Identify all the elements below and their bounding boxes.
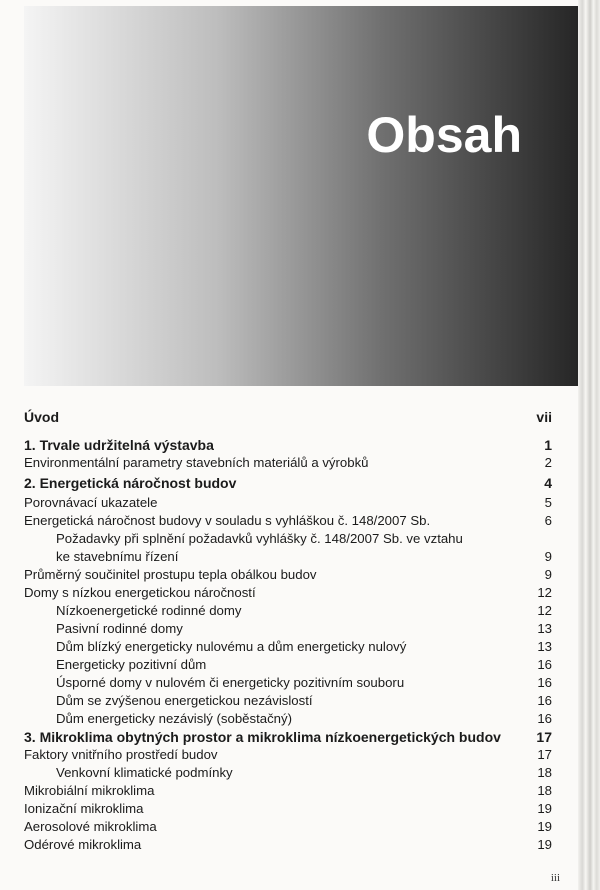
toc-entry xyxy=(24,494,552,512)
toc-entry-title: 3. Mikroklima obytných prostor a mikroklima nízkoenergetických budov xyxy=(24,729,501,745)
toc-entry xyxy=(24,530,552,548)
toc-entry-title: ke stavebnímu řízení xyxy=(56,549,179,564)
toc-entry-title: Domy s nízkou energetickou náročností xyxy=(24,585,256,600)
toc-entry-title: Dům se zvýšenou energetickou nezávislostí xyxy=(56,693,313,708)
toc-entry xyxy=(24,656,552,674)
toc-entry-page: 1 xyxy=(544,437,552,453)
toc-entry-page: 13 xyxy=(537,639,552,654)
toc-entry xyxy=(24,710,552,728)
toc-entry-page: 5 xyxy=(544,495,552,510)
toc-entry-title: Porovnávací ukazatele xyxy=(24,495,158,510)
toc-entry-title: 2. Energetická náročnost budov xyxy=(24,475,237,491)
toc-entry xyxy=(24,800,552,818)
toc-entry xyxy=(24,818,552,836)
toc-entry-title: Ionizační mikroklima xyxy=(24,801,144,816)
toc-chapter-entry xyxy=(24,436,552,454)
toc-entry-page: 16 xyxy=(537,693,552,708)
toc-entry-title: 1. Trvale udržitelná výstavba xyxy=(24,437,214,453)
toc-entry xyxy=(24,746,552,764)
toc-entry xyxy=(24,566,552,584)
toc-entry-page: 6 xyxy=(544,513,552,528)
toc-entry xyxy=(24,454,552,472)
toc-entry-title: Odérové mikroklima xyxy=(24,837,142,852)
toc-entry-title: Průměrný součinitel prostupu tepla obálkou budov xyxy=(24,567,317,582)
toc-entry-page: vii xyxy=(536,409,552,425)
toc-chapter-entry xyxy=(24,474,552,492)
toc-entry-title: Energetická náročnost budovy v souladu s vyhláškou č. 148/2007 Sb. xyxy=(24,513,431,528)
page-title: Obsah xyxy=(366,107,522,163)
toc-entry-page: 4 xyxy=(544,475,552,491)
toc-entry-title: Energeticky pozitivní dům xyxy=(56,657,207,672)
toc-entry-page: 9 xyxy=(544,549,552,564)
toc-entry-title: Úsporné domy v nulovém či energeticky pozitivním souboru xyxy=(56,675,405,690)
toc-entry xyxy=(24,674,552,692)
toc-entry-page: 2 xyxy=(544,455,552,470)
toc-entry-page: 13 xyxy=(537,621,552,636)
toc-entry-title: Nízkoenergetické rodinné domy xyxy=(56,603,242,618)
toc-entry-page: 19 xyxy=(537,837,552,852)
toc-chapter-entry xyxy=(24,408,552,426)
toc-entry xyxy=(24,692,552,710)
toc-entry xyxy=(24,764,552,782)
toc-entry xyxy=(24,512,552,530)
toc-entry-title: Faktory vnitřního prostředí budov xyxy=(24,747,218,762)
toc-entry-page: 16 xyxy=(537,675,552,690)
toc-entry xyxy=(24,638,552,656)
toc-entry-title: Požadavky při splnění požadavků vyhlášky č. 148/2007 Sb. ve vztahu xyxy=(56,531,463,546)
toc-entry-title: Dům energeticky nezávislý (soběstačný) xyxy=(56,711,293,726)
toc-entry-page: 16 xyxy=(537,657,552,672)
toc-entry xyxy=(24,602,552,620)
toc-entry-title: Venkovní klimatické podmínky xyxy=(56,765,233,780)
toc-chapter-entry xyxy=(24,728,552,746)
toc-entry xyxy=(24,584,552,602)
toc-entry-title: Dům blízký energeticky nulovému a dům energeticky nulový xyxy=(56,639,407,654)
toc-entry-page: 18 xyxy=(537,765,552,780)
page-number: iii xyxy=(550,872,560,884)
toc-entry-page: 19 xyxy=(537,819,552,834)
toc-entry-title: Mikrobiální mikroklima xyxy=(24,783,155,798)
toc-entry-page: 16 xyxy=(537,711,552,726)
toc-entry xyxy=(24,620,552,638)
page-edge-decoration xyxy=(578,0,600,890)
toc-entry-page: 9 xyxy=(544,567,552,582)
toc-entry-page: 18 xyxy=(537,783,552,798)
toc-entry-title: Aerosolové mikroklima xyxy=(24,819,157,834)
toc-entry xyxy=(24,548,552,566)
toc-entry-page: 12 xyxy=(537,603,552,618)
toc-entry-page: 12 xyxy=(537,585,552,600)
toc-entry xyxy=(24,782,552,800)
toc-entry xyxy=(24,836,552,854)
header-banner xyxy=(24,6,578,386)
toc-entry-page: 19 xyxy=(537,801,552,816)
toc-entry-title: Environmentální parametry stavebních materiálů a výrobků xyxy=(24,455,369,470)
toc-entry-title: Pasivní rodinné domy xyxy=(56,621,183,636)
toc-entry-title: Úvod xyxy=(24,409,59,425)
toc-entry-page: 17 xyxy=(536,729,552,745)
toc-entry-page: 17 xyxy=(537,747,552,762)
